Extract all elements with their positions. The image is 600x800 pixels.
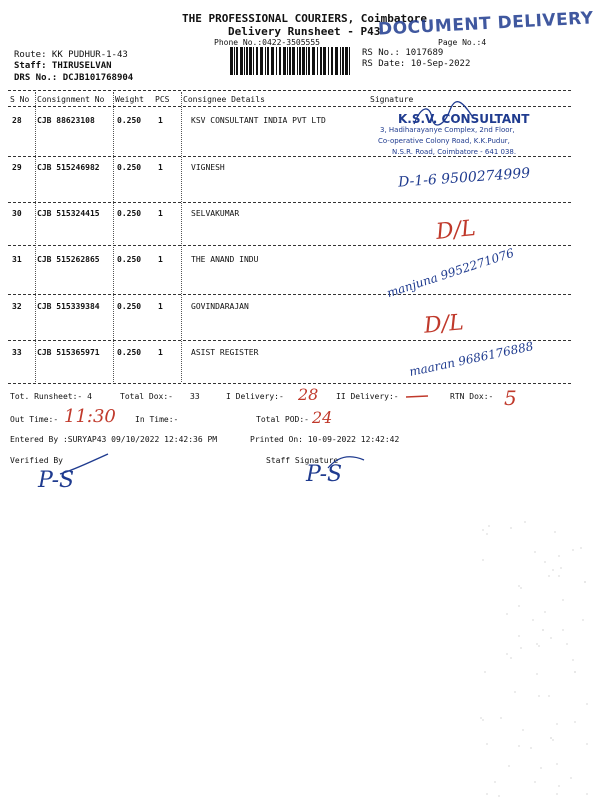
row31-handwritten-signature: manjuna 9952271076 — [385, 245, 516, 301]
cell-consignment: CJB 515339384 — [37, 302, 100, 311]
cell-consignee: ASIST REGISTER — [191, 348, 259, 357]
ksv-stamp-line1: 3, Hadiharayanye Complex, 2nd Floor, — [380, 126, 515, 134]
cell-consignment: CJB 515324415 — [37, 209, 100, 218]
cell-sno: 32 — [12, 302, 22, 311]
cell-weight: 0.250 — [117, 348, 142, 357]
header-consignee: Consignee Details — [183, 95, 265, 104]
cell-pcs: 1 — [158, 255, 163, 264]
cell-consignment: CJB 515262865 — [37, 255, 100, 264]
total-pod-handwritten: 24 — [312, 408, 333, 427]
cell-pcs: 1 — [158, 348, 163, 357]
staff-label: Staff: THIRUSELVAN — [14, 61, 112, 71]
cell-weight: 0.250 — [117, 255, 142, 264]
cell-sno: 31 — [12, 255, 22, 264]
verified-by-signature: P-S — [38, 468, 75, 493]
total-pod-label: Total POD:- — [256, 415, 309, 424]
phone-number: Phone No.:0422-3505555 — [214, 38, 320, 47]
cell-weight: 0.250 — [117, 163, 142, 172]
verified-by-label: Verified By — [10, 456, 63, 465]
ksv-stamp-line3: N.S.R. Road, Coimbatore - 641 038. — [392, 148, 517, 156]
cell-sno: 33 — [12, 348, 22, 357]
entered-by: Entered By :SURYAP43 09/10/2022 12:42:36 PM — [10, 435, 218, 444]
row29-handwritten-signature: D-1-6 9500274999 — [397, 165, 531, 191]
rtn-dox-label: RTN Dox:- — [450, 392, 494, 401]
rtn-dox-handwritten: 5 — [504, 386, 517, 410]
header-pcs: PCS — [155, 95, 170, 104]
staff-signature-label: Staff Signature — [266, 456, 339, 465]
cell-consignee: VIGNESH — [191, 163, 225, 172]
row30-handwritten-dl: D/L — [434, 215, 477, 246]
cell-consignment: CJB 515365971 — [37, 348, 100, 357]
runsheet-subtitle: Delivery Runsheet - P43 — [228, 25, 381, 38]
cell-pcs: 1 — [158, 302, 163, 311]
cell-weight: 0.250 — [117, 116, 142, 125]
header-weight: Weight — [115, 95, 144, 104]
rs-date: RS Date: 10-Sep-2022 — [362, 59, 471, 69]
in-time-label: In Time:- — [135, 415, 179, 424]
document-delivery-stamp: DOCUMENT DELIVERY — [377, 8, 595, 40]
cell-sno: 28 — [12, 116, 22, 125]
route-label: Route: KK PUDHUR-1-43 — [14, 50, 128, 60]
cell-consignee: THE ANAND INDU — [191, 255, 259, 264]
total-dox-label: Total Dox:- — [120, 392, 173, 401]
out-time-handwritten: 11:30 — [64, 406, 116, 427]
cell-consignment: CJB 515246982 — [37, 163, 100, 172]
cell-sno: 29 — [12, 163, 22, 172]
total-runsheet: Tot. Runsheet:- 4 — [10, 392, 92, 401]
cell-pcs: 1 — [158, 209, 163, 218]
row32-handwritten-dl: D/L — [422, 310, 465, 339]
rs-number: RS No.: 1017689 — [362, 48, 444, 58]
row33-handwritten-signature: maaran 9686176888 — [407, 339, 535, 379]
ii-delivery-label: II Delivery:- — [336, 392, 399, 401]
header-consignment: Consignment No — [37, 95, 105, 104]
cell-pcs: 1 — [158, 116, 163, 125]
drs-number: DRS No.: DCJB101768904 — [14, 73, 134, 83]
cell-consignee: KSV CONSULTANT INDIA PVT LTD — [191, 116, 326, 125]
i-delivery-label: I Delivery:- — [226, 392, 284, 401]
out-time-label: Out Time:- — [10, 415, 59, 424]
cell-consignee: SELVAKUMAR — [191, 209, 240, 218]
cell-sno: 30 — [12, 209, 22, 218]
ksv-stamp-name: K.S.V. CONSULTANT — [398, 112, 530, 126]
page-number: Page No.:4 — [438, 38, 487, 47]
cell-pcs: 1 — [158, 163, 163, 172]
cell-consignee: GOVINDARAJAN — [191, 302, 249, 311]
i-delivery-handwritten: 28 — [298, 385, 319, 404]
total-dox-value: 33 — [190, 392, 200, 401]
company-title: THE PROFESSIONAL COURIERS, Coimbatore — [182, 12, 428, 25]
cell-consignment: CJB 88623108 — [37, 116, 95, 125]
printed-on: Printed On: 10-09-2022 12:42:42 — [250, 435, 400, 444]
ksv-stamp-line2: Co-operative Colony Road, K.K.Pudur, — [378, 137, 510, 145]
cell-weight: 0.250 — [117, 302, 142, 311]
staff-signature: P-S — [306, 462, 343, 487]
header-sno: S No — [10, 95, 30, 104]
header-signature: Signature — [370, 95, 414, 104]
cell-weight: 0.250 — [117, 209, 142, 218]
